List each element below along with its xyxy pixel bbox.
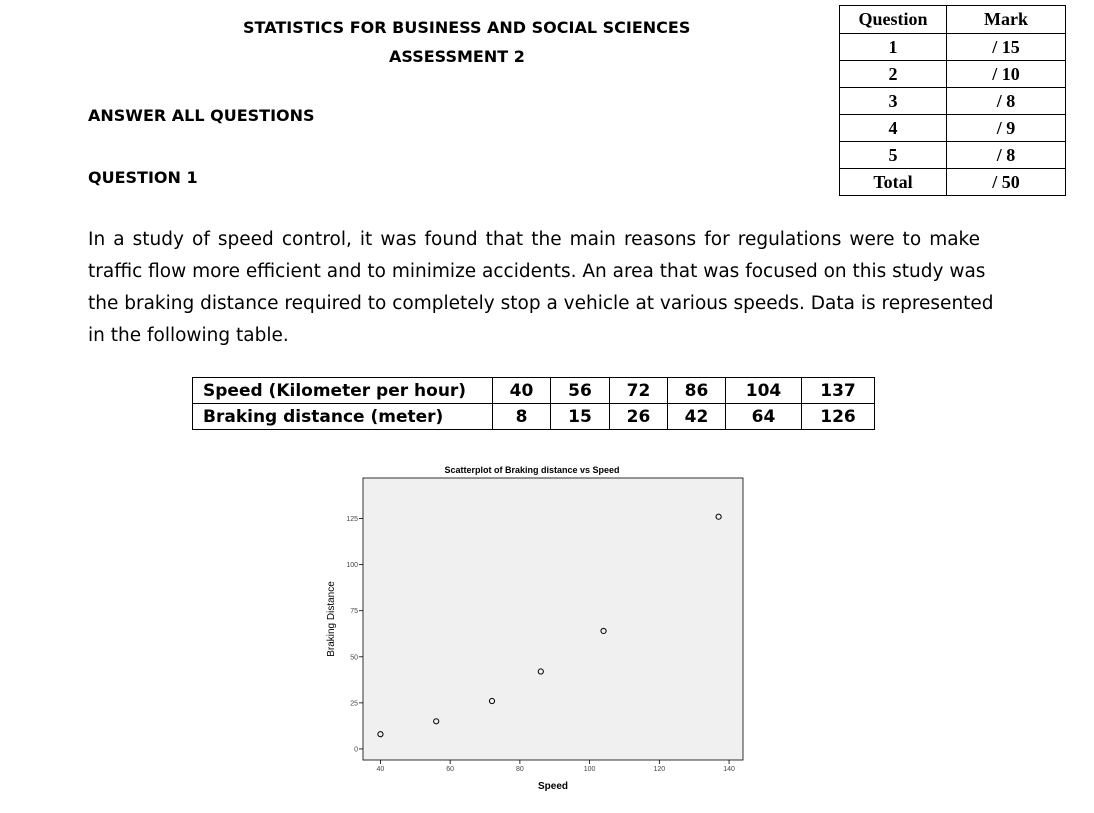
braking-cell: 42 xyxy=(668,404,726,430)
marks-mark-cell: / 9 xyxy=(947,115,1066,142)
x-tick-label: 60 xyxy=(446,766,455,773)
y-tick-label: 100 xyxy=(346,562,358,570)
question-text-line: traffic flow more efficient and to minimize accidents. An area that was focused on this study was xyxy=(88,261,986,282)
x-tick-label: 40 xyxy=(376,766,385,773)
marks-table xyxy=(839,5,1066,196)
marks-header-question: Question xyxy=(840,6,947,34)
marks-row xyxy=(840,34,1066,61)
speed-cell: 56 xyxy=(551,378,610,404)
speed-cell: 104 xyxy=(726,378,802,404)
marks-mark-cell: / 15 xyxy=(947,34,1066,61)
marks-question-cell: 1 xyxy=(840,34,947,61)
speed-braking-table xyxy=(192,377,875,430)
speed-cell: 86 xyxy=(668,378,726,404)
instruction-heading: ANSWER ALL QUESTIONS xyxy=(88,106,315,125)
braking-row xyxy=(193,404,875,430)
marks-header-row xyxy=(840,6,1066,34)
question-text-line: the braking distance required to completely stop a vehicle at various speeds. Data is represented xyxy=(88,293,994,314)
scatterplot-chart xyxy=(320,460,760,800)
marks-row xyxy=(840,88,1066,115)
speed-row xyxy=(193,378,875,404)
question-heading: QUESTION 1 xyxy=(88,168,198,187)
x-axis xyxy=(377,760,735,773)
y-tick-label: 25 xyxy=(350,700,358,708)
y-tick-label: 75 xyxy=(350,608,358,616)
question-text xyxy=(88,224,994,352)
y-tick-label: 0 xyxy=(354,746,358,754)
marks-mark-cell: / 8 xyxy=(947,142,1066,169)
marks-row xyxy=(840,61,1066,88)
x-tick-label: 120 xyxy=(653,766,666,773)
y-tick-label: 125 xyxy=(346,516,358,524)
marks-question-cell: 2 xyxy=(840,61,947,88)
x-axis-label: Speed xyxy=(537,781,569,792)
y-axis-label: Braking Distance xyxy=(326,581,337,657)
y-axis xyxy=(346,516,363,753)
x-tick-label: 100 xyxy=(583,766,596,773)
marks-mark-cell: / 10 xyxy=(947,61,1066,88)
marks-row xyxy=(840,142,1066,169)
y-tick-label: 50 xyxy=(350,654,358,662)
speed-cell: 40 xyxy=(493,378,551,404)
marks-header-mark: Mark xyxy=(947,6,1066,34)
marks-total-label: Total xyxy=(840,169,947,196)
x-tick-label: 140 xyxy=(723,766,735,773)
speed-row-label: Speed (Kilometer per hour) xyxy=(193,378,493,404)
marks-total-value: / 50 xyxy=(947,169,1066,196)
course-title: STATISTICS FOR BUSINESS AND SOCIAL SCIENCES xyxy=(243,18,691,37)
speed-cell: 137 xyxy=(802,378,875,404)
x-tick-label: 80 xyxy=(515,766,524,773)
chart-title: Scatterplot of Braking distance vs Speed xyxy=(444,465,620,475)
marks-row xyxy=(840,115,1066,142)
assessment-title: ASSESSMENT 2 xyxy=(389,47,525,66)
braking-cell: 64 xyxy=(726,404,802,430)
marks-question-cell: 5 xyxy=(840,142,947,169)
question-text-line: In a study of speed control, it was found that the main reasons for regulations were to make xyxy=(88,229,980,250)
marks-question-cell: 3 xyxy=(840,88,947,115)
plot-area xyxy=(363,478,743,760)
braking-cell: 126 xyxy=(802,404,875,430)
question-text-line: in the following table. xyxy=(88,325,289,346)
braking-cell: 26 xyxy=(610,404,668,430)
braking-row-label: Braking distance (meter) xyxy=(193,404,493,430)
braking-cell: 8 xyxy=(493,404,551,430)
braking-cell: 15 xyxy=(551,404,610,430)
marks-mark-cell: / 8 xyxy=(947,88,1066,115)
speed-cell: 72 xyxy=(610,378,668,404)
marks-total-row xyxy=(840,169,1066,196)
marks-question-cell: 4 xyxy=(840,115,947,142)
